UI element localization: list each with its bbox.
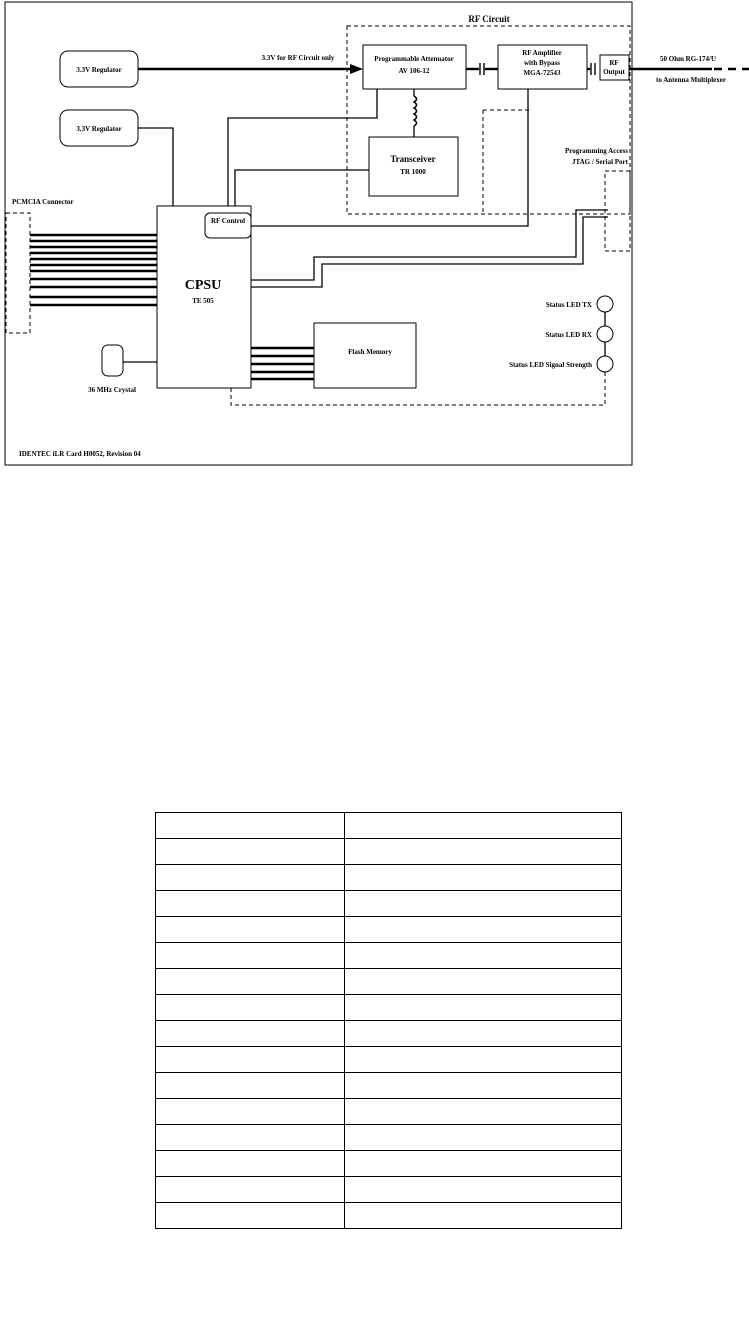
crystal-box xyxy=(102,345,123,376)
regulator-2-feed xyxy=(138,128,173,206)
table-row xyxy=(156,1177,622,1203)
pcmcia-label: PCMCIA Connector xyxy=(12,198,74,206)
amplifier-line1: RF Amplifier xyxy=(522,49,562,57)
table-cell xyxy=(345,839,622,865)
table-cell xyxy=(345,1203,622,1229)
table-row xyxy=(156,1099,622,1125)
table-cell xyxy=(345,813,622,839)
transceiver-control-wire xyxy=(235,170,369,213)
table-row xyxy=(156,865,622,891)
flash-bus xyxy=(251,348,314,379)
table-cell xyxy=(345,891,622,917)
pin-table xyxy=(155,812,622,1229)
table-cell xyxy=(156,1125,345,1151)
table-row xyxy=(156,969,622,995)
rf-circuit-title: RF Circuit xyxy=(468,14,510,24)
table-cell xyxy=(156,1177,345,1203)
table-cell xyxy=(156,943,345,969)
table-cell xyxy=(345,1021,622,1047)
table-cell xyxy=(156,1151,345,1177)
capacitor-2-icon xyxy=(591,63,595,75)
capacitor-1-icon xyxy=(480,63,484,75)
led-rx-icon xyxy=(597,326,613,342)
table-cell xyxy=(345,1047,622,1073)
table-row xyxy=(156,1047,622,1073)
table-cell xyxy=(156,1047,345,1073)
table-row xyxy=(156,891,622,917)
table-row xyxy=(156,839,622,865)
table-row xyxy=(156,1073,622,1099)
table-cell xyxy=(156,891,345,917)
rf-supply-label: 3.3V for RF Circuit only xyxy=(261,54,335,62)
table-cell xyxy=(345,1073,622,1099)
table-cell xyxy=(156,995,345,1021)
table-cell xyxy=(156,1099,345,1125)
table-row xyxy=(156,995,622,1021)
led-signal-label: Status LED Signal Strength xyxy=(509,361,592,369)
table-cell xyxy=(345,917,622,943)
rf-output-line1: RF xyxy=(609,59,619,67)
programming-wire-1 xyxy=(251,210,608,280)
transceiver-part: TR 1000 xyxy=(400,168,426,176)
led-tx-icon xyxy=(597,296,613,312)
cable-label: 50 Ohm RG-174/U xyxy=(660,55,716,63)
pcmcia-bus xyxy=(30,235,157,305)
table-cell xyxy=(345,943,622,969)
led-signal-icon xyxy=(597,356,613,372)
pin-table-body xyxy=(156,813,622,1229)
table-cell xyxy=(156,865,345,891)
table-row xyxy=(156,917,622,943)
table-cell xyxy=(156,1073,345,1099)
regulator-1-label: 3.3V Regulator xyxy=(76,66,122,74)
table-cell xyxy=(156,917,345,943)
programming-line2: JTAG / Serial Port xyxy=(571,158,628,166)
rf-control-label: RF Control xyxy=(210,217,246,225)
amplifier-part: MGA-72543 xyxy=(523,69,561,77)
amplifier-dashed-region xyxy=(483,110,532,214)
cpsu-part: TE 505 xyxy=(192,297,214,305)
antenna-label: to Antenna Multiplexer xyxy=(656,76,726,84)
programming-line1: Programming Access xyxy=(564,147,628,155)
table-row xyxy=(156,943,622,969)
table-cell xyxy=(156,839,345,865)
table-cell xyxy=(345,1177,622,1203)
regulator-2-label: 3.3V Regulator xyxy=(76,125,122,133)
table-row xyxy=(156,1151,622,1177)
table-cell xyxy=(345,969,622,995)
table-cell xyxy=(345,995,622,1021)
table-cell xyxy=(345,865,622,891)
table-cell xyxy=(156,969,345,995)
led-rx-label: Status LED RX xyxy=(545,331,592,339)
table-cell xyxy=(345,1099,622,1125)
led-tx-label: Status LED TX xyxy=(545,301,592,309)
programming-wire-2 xyxy=(251,217,608,287)
rf-supply-arrow xyxy=(350,64,363,74)
programming-connector xyxy=(605,171,630,251)
crystal-label: 36 MHz Crystal xyxy=(88,386,136,394)
inductor-icon xyxy=(414,96,417,126)
table-row xyxy=(156,1021,622,1047)
table-row xyxy=(156,1203,622,1229)
transceiver-name: Transceiver xyxy=(390,154,436,164)
table-cell xyxy=(156,1021,345,1047)
cpsu-name: CPSU xyxy=(184,278,222,293)
table-row xyxy=(156,1125,622,1151)
led-dashed-wire xyxy=(231,372,605,405)
table-cell xyxy=(345,1151,622,1177)
block-diagram xyxy=(0,0,749,470)
table-cell xyxy=(156,813,345,839)
footer-label: IDENTEC iLR Card H0052, Revision 04 xyxy=(19,450,141,458)
transceiver-box xyxy=(369,137,458,196)
table-row xyxy=(156,813,622,839)
attenuator-part: AV 106-12 xyxy=(398,67,430,75)
amplifier-line2: with Bypass xyxy=(524,59,560,67)
attenuator-control-wire xyxy=(228,89,377,213)
table-cell xyxy=(345,1125,622,1151)
rf-output-line2: Output xyxy=(603,68,625,76)
flash-memory-label: Flash Memory xyxy=(348,348,392,356)
attenuator-name: Programmable Attenuator xyxy=(374,55,454,63)
pcmcia-connector xyxy=(6,213,30,333)
table-cell xyxy=(156,1203,345,1229)
